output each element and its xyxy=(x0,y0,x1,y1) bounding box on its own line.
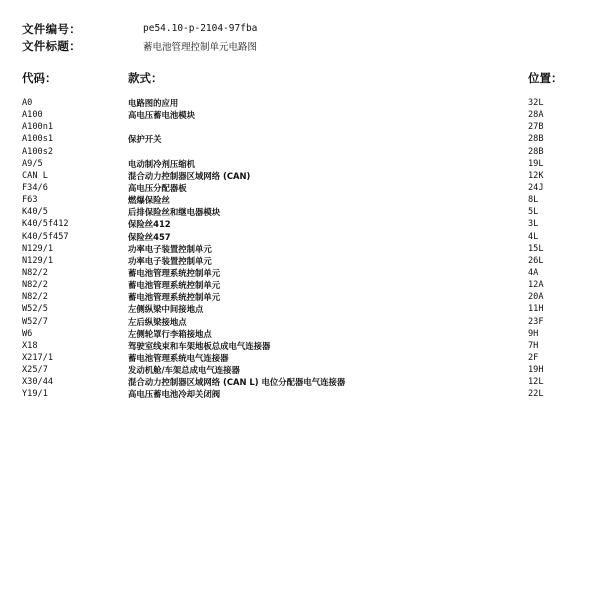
component-description: 高电压蓄电池冷却关闭阀 xyxy=(128,389,221,400)
component-code: X25/7 xyxy=(22,365,48,376)
component-position: 24J xyxy=(528,182,544,193)
component-description: 蓄电池管理系统控制单元 xyxy=(128,280,221,291)
table-row xyxy=(22,206,567,218)
component-description: 电动制冷剂压缩机 xyxy=(128,158,195,169)
component-position: 15L xyxy=(528,243,544,254)
component-code: CAN L xyxy=(22,170,48,181)
component-position: 19L xyxy=(528,158,544,169)
component-code: X18 xyxy=(22,340,38,351)
table-row xyxy=(22,267,567,279)
document-meta xyxy=(22,20,257,54)
component-position: 11H xyxy=(528,304,544,315)
file-title-row xyxy=(22,37,257,54)
component-position: 12A xyxy=(528,280,544,291)
file-number-row xyxy=(22,20,257,37)
component-code: Y19/1 xyxy=(22,389,48,400)
component-description: 左后纵梁接地点 xyxy=(128,316,187,327)
component-list xyxy=(22,97,567,401)
table-row xyxy=(22,97,567,109)
component-code: W52/7 xyxy=(22,316,48,327)
component-position: 12L xyxy=(528,377,544,388)
table-row xyxy=(22,255,567,267)
component-position: 5L xyxy=(528,207,539,218)
table-row xyxy=(22,182,567,194)
position-column-header: 位置： xyxy=(528,71,563,85)
component-position: 28A xyxy=(528,110,544,121)
table-row xyxy=(22,303,567,315)
component-description: 发动机舱/车架总成电气连接器 xyxy=(128,365,240,376)
component-code: A100s2 xyxy=(22,146,54,157)
component-position: 22L xyxy=(528,389,544,400)
component-code: K40/5f412 xyxy=(22,219,69,230)
table-row xyxy=(22,352,567,364)
table-row xyxy=(22,328,567,340)
component-description: 高电压蓄电池模块 xyxy=(128,110,195,121)
table-row xyxy=(22,364,567,376)
component-code: N129/1 xyxy=(22,255,54,266)
component-code: W52/5 xyxy=(22,304,48,315)
component-code: X30/44 xyxy=(22,377,54,388)
table-row xyxy=(22,109,567,121)
component-description: 燃爆保险丝 xyxy=(128,195,170,206)
table-row xyxy=(22,194,567,206)
component-position: 8L xyxy=(528,195,539,206)
component-position: 7H xyxy=(528,340,539,351)
component-position: 12K xyxy=(528,170,544,181)
table-row xyxy=(22,388,567,400)
component-description: 驾驶室线束和车架地板总成电气连接器 xyxy=(128,340,271,351)
component-position: 9H xyxy=(528,328,539,339)
component-position: 28B xyxy=(528,134,544,145)
table-row xyxy=(22,279,567,291)
component-description: 电路图的应用 xyxy=(128,98,179,108)
component-description: 左侧纵梁中间接地点 xyxy=(128,304,204,315)
component-code: A9/5 xyxy=(22,158,43,169)
component-code: F63 xyxy=(22,195,38,206)
component-code: N82/2 xyxy=(22,292,48,303)
component-position: 20A xyxy=(528,292,544,303)
component-code: A100n1 xyxy=(22,122,54,133)
component-position: 19H xyxy=(528,365,544,376)
component-code: X217/1 xyxy=(22,352,54,363)
component-description: 高电压分配器板 xyxy=(128,182,187,193)
table-row xyxy=(22,133,567,145)
component-position: 32L xyxy=(528,98,544,108)
component-position: 26L xyxy=(528,255,544,266)
file-title-value: 蓄电池管理控制单元电路图 xyxy=(143,41,258,53)
table-row xyxy=(22,218,567,230)
component-code: K40/5 xyxy=(22,207,48,218)
component-description: 功率电子装置控制单元 xyxy=(128,243,212,254)
component-code: N82/2 xyxy=(22,267,48,278)
component-code: N82/2 xyxy=(22,280,48,291)
table-row xyxy=(22,170,567,182)
component-position: 28B xyxy=(528,146,544,157)
file-number-value: pe54.10-p-2104-97fba xyxy=(143,23,258,34)
component-code: A0 xyxy=(22,98,33,108)
component-description: 保险丝457 xyxy=(128,231,171,242)
table-header xyxy=(22,70,567,86)
component-position: 4L xyxy=(528,231,539,242)
table-row xyxy=(22,121,567,133)
component-description: 蓄电池管理系统控制单元 xyxy=(128,267,221,278)
file-title-label: 文件标题： xyxy=(22,38,81,53)
component-position: 4A xyxy=(528,267,539,278)
table-row xyxy=(22,231,567,243)
file-number-label: 文件编号： xyxy=(22,21,81,36)
component-code: A100 xyxy=(22,110,43,121)
description-column-header: 款式： xyxy=(128,71,163,85)
component-code: N129/1 xyxy=(22,243,54,254)
component-description: 混合动力控制器区域网络 (CAN) xyxy=(128,170,251,181)
table-row xyxy=(22,340,567,352)
component-description: 保护开关 xyxy=(128,134,162,145)
component-position: 2F xyxy=(528,352,539,363)
component-description: 蓄电池管理系统控制单元 xyxy=(128,292,221,303)
component-position: 3L xyxy=(528,219,539,230)
table-row xyxy=(22,243,567,255)
table-row xyxy=(22,316,567,328)
table-row xyxy=(22,291,567,303)
component-code: K40/5f457 xyxy=(22,231,69,242)
component-description: 左侧轮罩行李箱接地点 xyxy=(128,328,212,339)
component-code: A100s1 xyxy=(22,134,54,145)
table-row xyxy=(22,146,567,158)
component-description: 功率电子装置控制单元 xyxy=(128,255,212,266)
component-description: 保险丝412 xyxy=(128,219,171,230)
component-position: 27B xyxy=(528,122,544,133)
component-code: W6 xyxy=(22,328,33,339)
code-column-header: 代码： xyxy=(22,71,57,85)
component-code: F34/6 xyxy=(22,182,48,193)
component-position: 23F xyxy=(528,316,544,327)
component-description: 后排保险丝和继电器模块 xyxy=(128,207,221,218)
table-row xyxy=(22,376,567,388)
component-description: 混合动力控制器区域网络 (CAN L) 电位分配器电气连接器 xyxy=(128,377,346,388)
table-row xyxy=(22,158,567,170)
component-description: 蓄电池管理系统电气连接器 xyxy=(128,352,229,363)
